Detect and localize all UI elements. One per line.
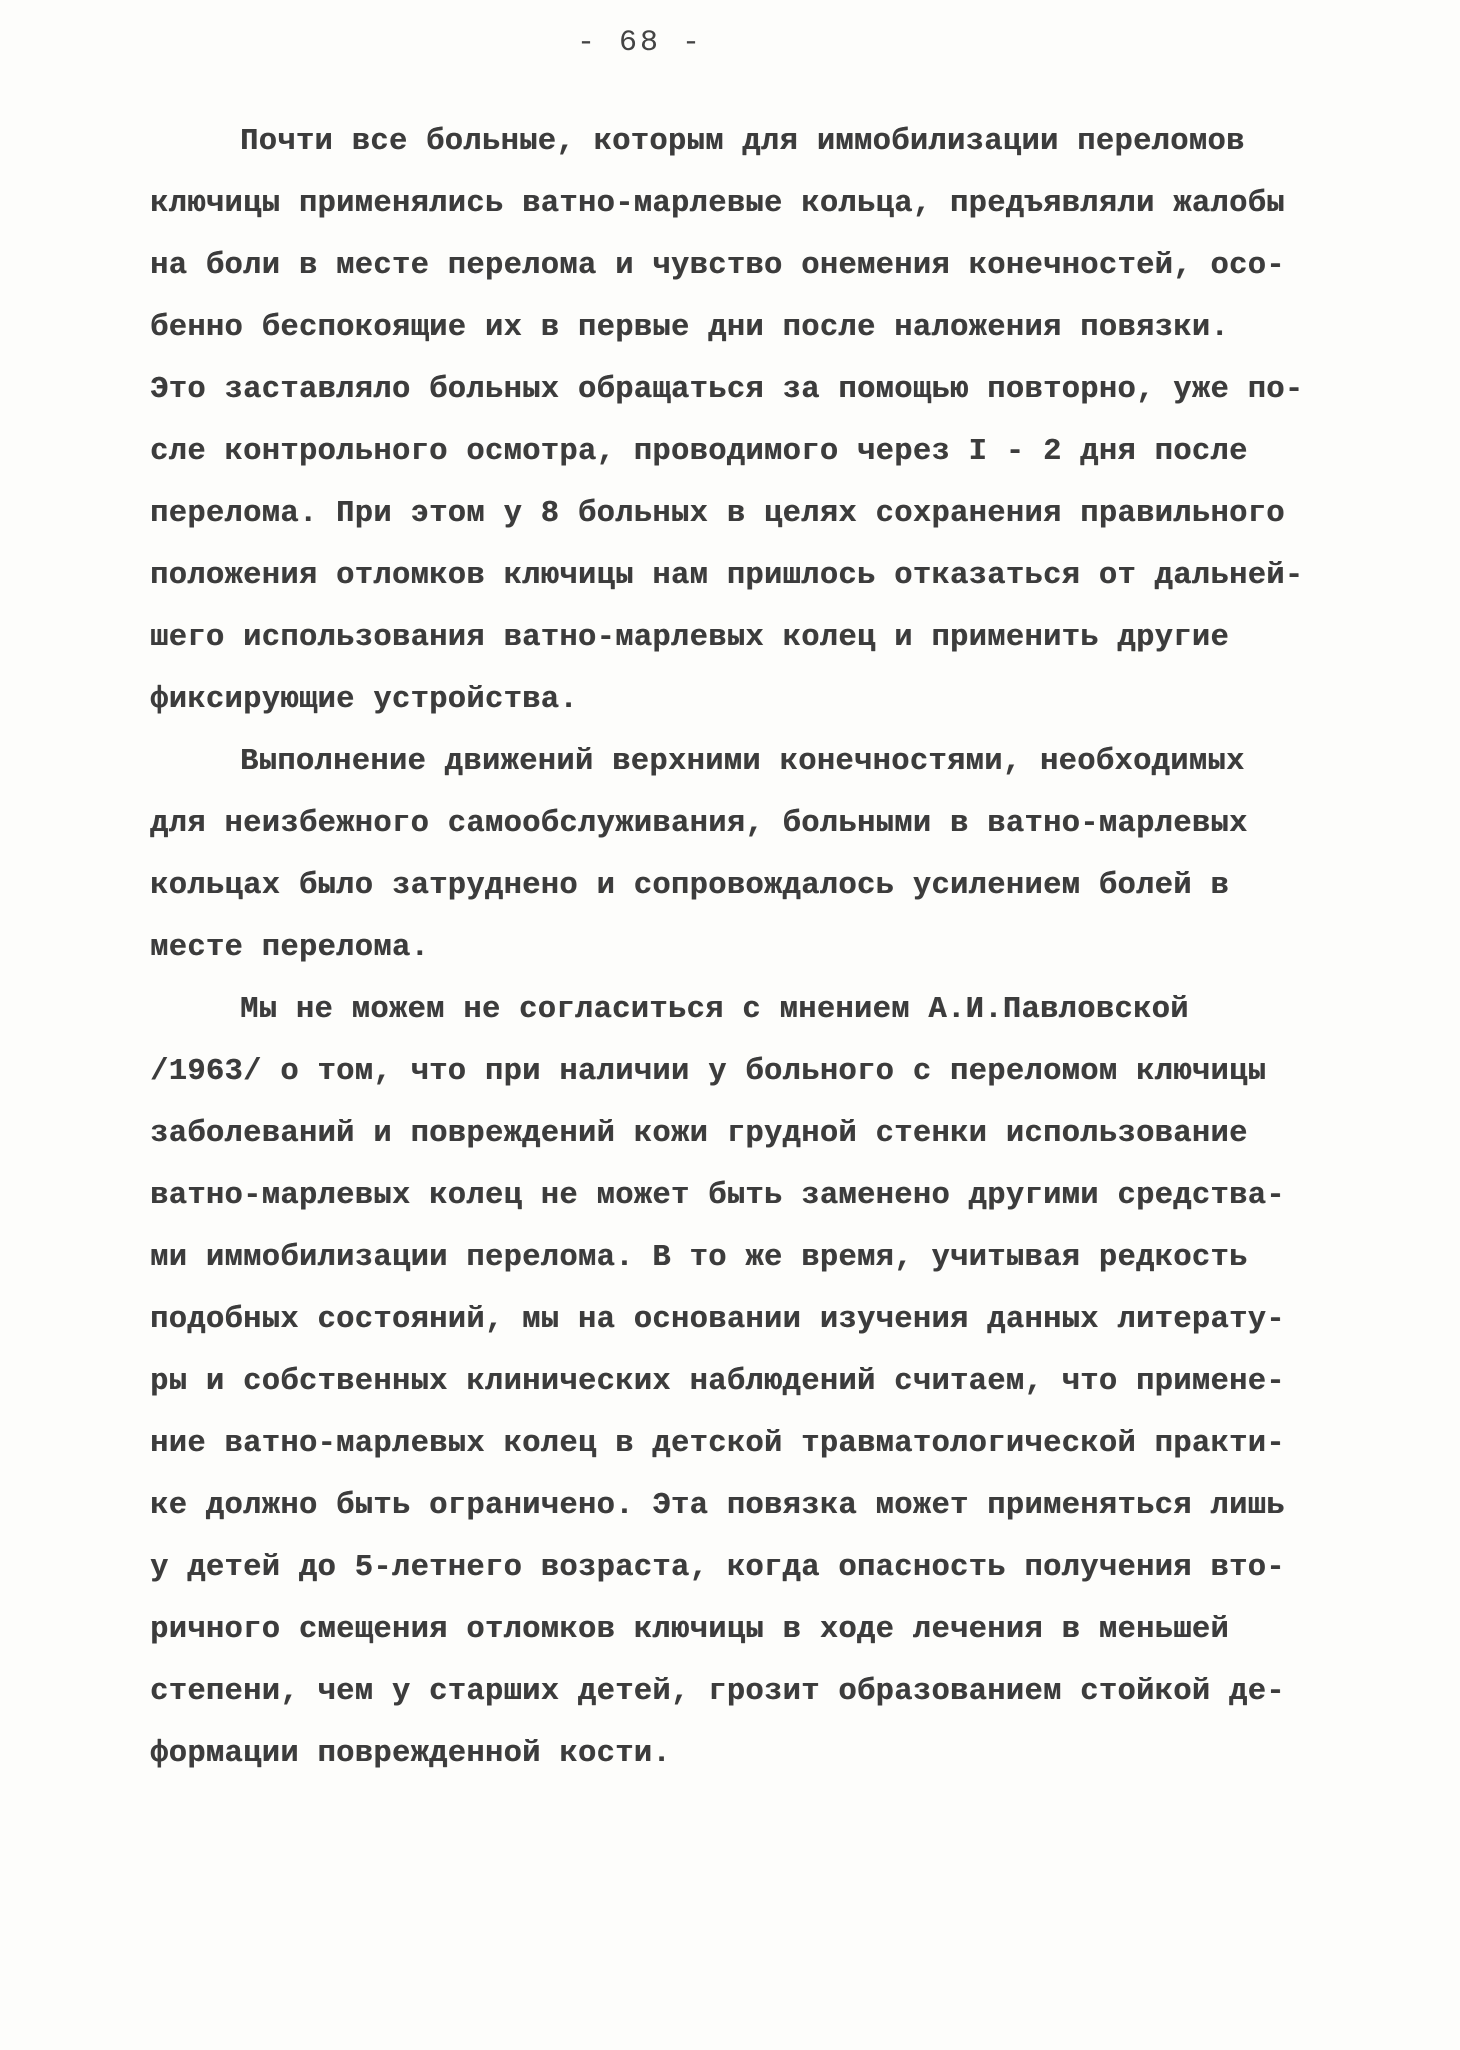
text-line: для неизбежного самообслуживания, больными в ватно-марлевых xyxy=(150,807,1248,841)
text-line: Выполнение движений верхними конечностями, необходимых xyxy=(240,745,1245,779)
text-line: у детей до 5-летнего возраста, когда опасность получения вто- xyxy=(150,1551,1285,1585)
text-line: заболеваний и повреждений кожи грудной стенки использование xyxy=(150,1117,1248,1151)
text-line: /1963/ о том, что при наличии у больного с переломом ключицы xyxy=(150,1055,1267,1089)
text-line: на боли в месте перелома и чувство онемения конечностей, осо- xyxy=(150,249,1285,283)
text-line: Это заставляло больных обращаться за помощью повторно, уже по- xyxy=(150,373,1304,407)
text-line: степени, чем у старших детей, грозит образованием стойкой де- xyxy=(150,1675,1285,1709)
text-line: формации поврежденной кости. xyxy=(150,1737,671,1771)
text-line: месте перелома. xyxy=(150,931,430,965)
text-line: ричного смещения отломков ключицы в ходе лечения в меньшей xyxy=(150,1613,1229,1647)
text-line: Мы не можем не согласиться с мнением А.И.Павловской xyxy=(240,993,1189,1027)
text-line: бенно беспокоящие их в первые дни после наложения повязки. xyxy=(150,311,1229,345)
text-line: Почти все больные, которым для иммобилизации переломов xyxy=(240,125,1245,159)
text-line: ние ватно-марлевых колец в детской травматологической практи- xyxy=(150,1427,1285,1461)
text-line: ке должно быть ограничено. Эта повязка может применяться лишь xyxy=(150,1489,1285,1523)
text-line: шего использования ватно-марлевых колец и применить другие xyxy=(150,621,1229,655)
text-line: перелома. При этом у 8 больных в целях сохранения правильного xyxy=(150,497,1285,531)
text-line: ключицы применялись ватно-марлевые кольца, предъявляли жалобы xyxy=(150,187,1285,221)
text-line: ми иммобилизации перелома. В то же время, учитывая редкость xyxy=(150,1241,1248,1275)
page-number: - 68 - xyxy=(576,26,704,60)
text-line: ватно-марлевых колец не может быть заменено другими средства- xyxy=(150,1179,1285,1213)
text-line: кольцах было затруднено и сопровождалось усилением болей в xyxy=(150,869,1229,903)
text-line: подобных состояний, мы на основании изучения данных литерату- xyxy=(150,1303,1285,1337)
text-line: положения отломков ключицы нам пришлось отказаться от дальней- xyxy=(150,559,1304,593)
text-line: ры и собственных клинических наблюдений считаем, что примене- xyxy=(150,1365,1285,1399)
text-line: сле контрольного осмотра, проводимого через I - 2 дня после xyxy=(150,435,1248,469)
text-line: фиксирующие устройства. xyxy=(150,683,578,717)
